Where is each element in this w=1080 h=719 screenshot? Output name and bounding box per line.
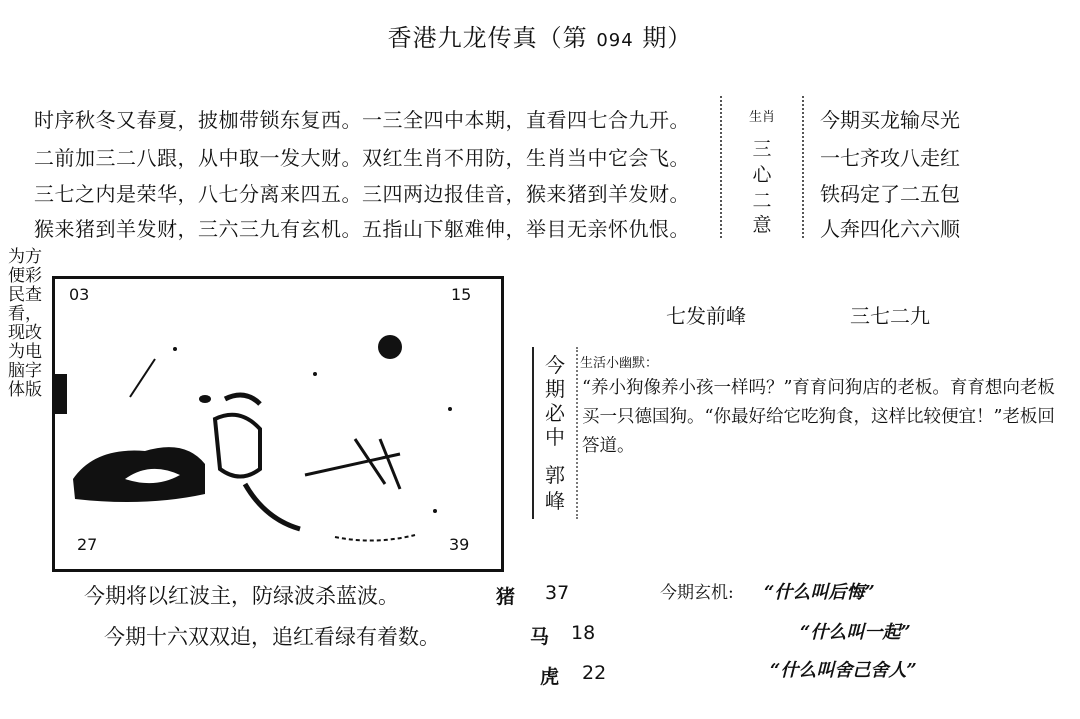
bottom-line-1: 今期将以红波主，防绿波杀蓝波。 (84, 584, 399, 608)
mystery-line-3: “什么叫舍己舍人” (770, 660, 917, 681)
author-char-1: 郭 (545, 463, 565, 487)
zodiac-number-2: 18 (571, 622, 596, 644)
idiom-char-4: 意 (752, 214, 772, 236)
corner-number-top-left: 03 (69, 285, 90, 304)
highlight-left: 七发前峰 (666, 304, 746, 328)
idiom-char-2: 心 (752, 164, 772, 186)
idiom-char-3: 二 (752, 190, 772, 212)
zodiac-number-1: 37 (545, 582, 570, 604)
zodiac-box-label: 生肖 (748, 110, 775, 125)
joke-body: “养小狗像养小孩一样吗？”育育问狗店的老板。育育想向老板买一只德国狗。“你最好给它吃狗食，这样比较便宜！”老板回答道。 (582, 378, 1055, 456)
must-win-box (532, 347, 578, 519)
title-prefix: 香港九龙传真（第 (387, 24, 588, 52)
zodiac-animal-3: 虎 (540, 666, 560, 688)
right-line-3: 铁码定了二五包 (820, 182, 960, 206)
verse-line-1: 时序秋冬又春夏，披枷带锁东复西。一三全四中本期，直看四七合九开。 (34, 108, 690, 132)
must-win-char-4: 中 (545, 425, 565, 449)
highlight-right: 三七二九 (850, 304, 930, 328)
issue-number: 094 (596, 30, 634, 51)
zodiac-number-3: 22 (582, 662, 607, 684)
author-char-2: 峰 (545, 489, 565, 513)
mystery-label: 今期玄机: (660, 583, 734, 603)
title-suffix: 期） (642, 24, 693, 52)
mystery-line-1: “什么叫后悔” (764, 582, 875, 603)
corner-number-top-right: 15 (451, 285, 472, 304)
riddle-picture (52, 276, 504, 572)
right-line-1: 今期买龙输尽光 (820, 108, 960, 132)
verse-line-3: 三七之内是荣华，八七分离来四五。三四两边报佳音，猴来猪到羊发财。 (34, 182, 690, 206)
must-win-char-1: 今 (545, 353, 565, 377)
must-win-char-3: 必 (545, 401, 565, 425)
right-line-4: 人奔四化六六顺 (820, 217, 960, 241)
zodiac-animal-2: 马 (530, 626, 550, 648)
vertical-side-note: 为方便彩民查看，现改为电脑字体版 (8, 247, 42, 400)
idiom-char-1: 三 (752, 138, 772, 160)
sketch-illustration (55, 279, 501, 569)
zodiac-animal-1: 猪 (496, 586, 516, 608)
right-line-2: 一七齐攻八走红 (820, 146, 960, 170)
page-title (0, 18, 1080, 53)
verse-line-2: 二前加三二八跟，从中取一发大财。双红生肖不用防，生肖当中它会飞。 (34, 146, 690, 170)
must-win-char-2: 期 (545, 377, 565, 401)
joke-title: 生活小幽默： (580, 356, 659, 371)
corner-number-bottom-right: 39 (449, 535, 470, 554)
zodiac-idiom-box (720, 96, 804, 238)
verse-line-4: 猴来猪到羊发财，三六三九有玄机。五指山下躯难伸，举目无亲怀仇恨。 (34, 217, 690, 241)
bottom-line-2: 今期十六双双迫，追红看绿有着数。 (104, 625, 440, 649)
corner-number-bottom-left: 27 (77, 535, 98, 554)
mystery-line-2: “什么叫一起” (800, 622, 911, 643)
